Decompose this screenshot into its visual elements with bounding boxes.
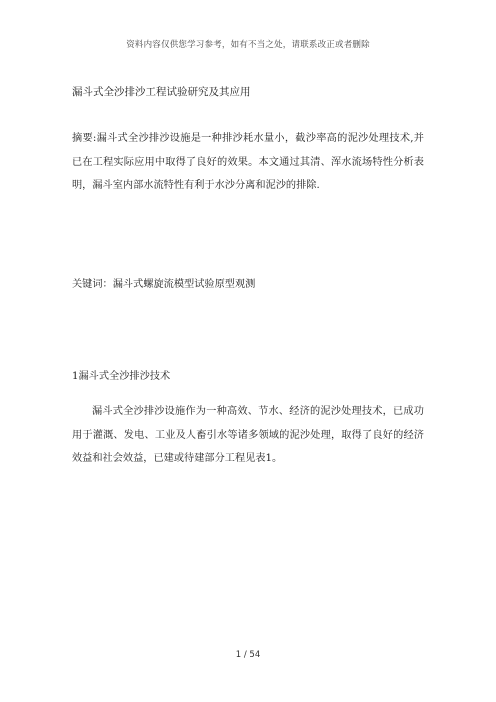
body-paragraph: 漏斗式全沙排沙设施作为一种高效、节水、经济的泥沙处理技术，已成功用于灌溉、发电、工业及人畜引水等诸多领域的泥沙处理，取得了良好的经济效益和社会效益，已建或待建部分工程见表1。 [72,406,424,464]
keywords-line: 关键词：漏斗式螺旋流模型试验原型观测 [72,279,256,290]
document-title: 漏斗式全沙排沙工程试验研究及其应用 [72,86,251,98]
abstract-paragraph: 摘要:漏斗式全沙排沙设施是一种排沙耗水量小，截沙率高的泥沙处理技术,并已在工程实际应用中取得了良好的效果。本文通过其清、浑水流场特性分析表明，漏斗室内部水流特性有利于水沙分离和泥沙的排除. [72,133,424,191]
header-disclaimer: 资料内容仅供您学习参考，如有不当之处，请联系改正或者删除 [126,40,370,50]
page-number: 1 / 54 [235,650,261,660]
section-heading: 1漏斗式全沙排沙技术 [72,371,171,382]
